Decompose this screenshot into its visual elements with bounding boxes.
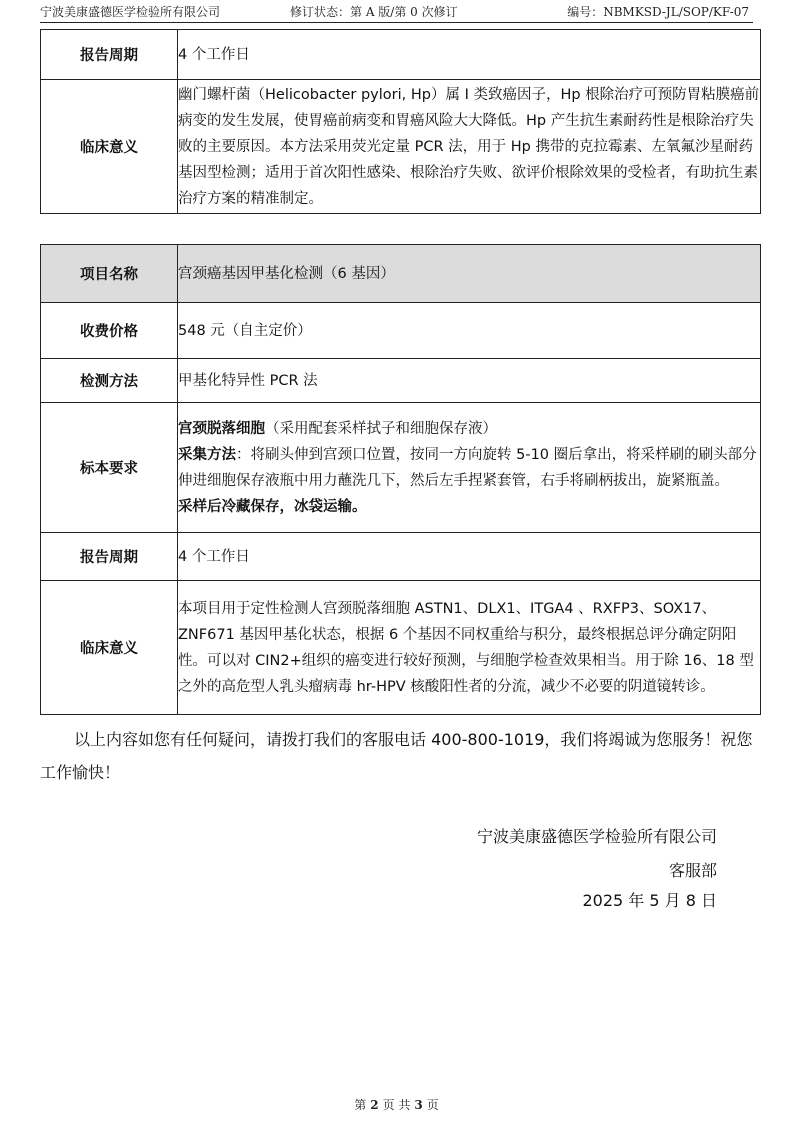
table-hp-resistance	[40, 29, 761, 214]
header-doc-number: 编号：NBMKSD-JL/SOP/KF-07	[567, 5, 749, 19]
table-row	[41, 303, 761, 359]
specimen-label: 标本要求	[41, 403, 178, 533]
collection-method-label: 采集方法	[178, 446, 236, 463]
specimen-value	[178, 403, 761, 533]
signature-department: 客服部	[668, 861, 717, 880]
specimen-type-bold: 宫颈脱落细胞	[178, 420, 265, 437]
method-value: 甲基化特异性 PCR 法	[178, 359, 761, 403]
signature-company: 宁波美康盛德医学检验所有限公司	[476, 827, 717, 846]
report-period-label: 报告周期	[41, 30, 178, 80]
footer-page-number: 2	[370, 1098, 379, 1112]
storage-note: 采样后冷藏保存，冰袋运输。	[178, 498, 367, 515]
header-revision: 修订状态：第 A 版/第 0 次修订	[290, 5, 458, 19]
item-name-label: 项目名称	[41, 245, 178, 303]
clinical-value: 幽门螺杆菌（Helicobacter pylori, Hp）属 I 类致癌因子，Hp 根除治疗可预防胃粘膜癌前病变的发生发展，使胃癌前病变和胃癌风险大大降低。Hp 产生抗生素耐药性是根除治疗失败的主要原因。本方法采用荧光定量 PCR 法，用于 Hp 携带的克拉霉素、左氧氟沙星耐药基因型检测；适用于首次阳性感染、根除治疗失败、欲评价根除效果的受检者，有助抗生素治疗方案的精准制定。	[178, 80, 761, 214]
table-row	[41, 533, 761, 581]
header-company: 宁波美康盛德医学检验所有限公司	[40, 5, 221, 19]
table-row	[41, 359, 761, 403]
clinical-label: 临床意义	[41, 80, 178, 214]
signature-date: 2025 年 5 月 8 日	[582, 891, 717, 910]
table-row	[41, 80, 761, 214]
clinical-value: 本项目用于定性检测人宫颈脱落细胞 ASTN1、DLX1、ITGA4 、RXFP3、SOX17、ZNF671 基因甲基化状态，根据 6 个基因不同权重给与积分，最终根据总评分确定阴阳性。可以对 CIN2+组织的癌变进行较好预测，与细胞学检查效果相当。用于除 16、18 型之外的高危型人乳头瘤病毒 hr-HPV 核酸阳性者的分流，减少不必要的阴道镜转诊。	[178, 581, 761, 715]
specimen-type	[178, 416, 760, 442]
table-row	[41, 581, 761, 715]
footer-prefix: 第	[354, 1098, 367, 1112]
page-header	[40, 0, 753, 23]
specimen-type-note: （采用配套采样拭子和细胞保存液）	[265, 420, 497, 437]
table-row	[41, 403, 761, 533]
page-footer	[0, 1096, 793, 1113]
method-label: 检测方法	[41, 359, 178, 403]
footer-total-pages: 3	[414, 1098, 423, 1112]
collection-method-text: ：将刷头伸到宫颈口位置，按同一方向旋转 5-10 圈后拿出，将采样刷的刷头部分伸进细胞保存液瓶中用力蘸洗几下，然后左手捏紧套管，右手将刷柄拔出，旋紧瓶盖。	[178, 446, 757, 489]
clinical-label: 临床意义	[41, 581, 178, 715]
report-period-label: 报告周期	[41, 533, 178, 581]
report-period-value: 4 个工作日	[178, 533, 761, 581]
price-value: 548 元（自主定价）	[178, 303, 761, 359]
table-row	[41, 30, 761, 80]
footer-suffix: 页	[426, 1098, 439, 1112]
item-name-value: 宫颈癌基因甲基化检测（6 基因）	[178, 245, 761, 303]
closing-paragraph: 以上内容如您有任何疑问，请拨打我们的客服电话 400-800-1019，我们将竭诚为您服务！祝您工作愉快！	[40, 730, 753, 782]
table-cervical-methylation	[40, 244, 761, 715]
report-period-value: 4 个工作日	[178, 30, 761, 80]
collection-method	[178, 442, 760, 494]
table-row	[41, 245, 761, 303]
footer-middle: 页 共	[382, 1098, 411, 1112]
price-label: 收费价格	[41, 303, 178, 359]
